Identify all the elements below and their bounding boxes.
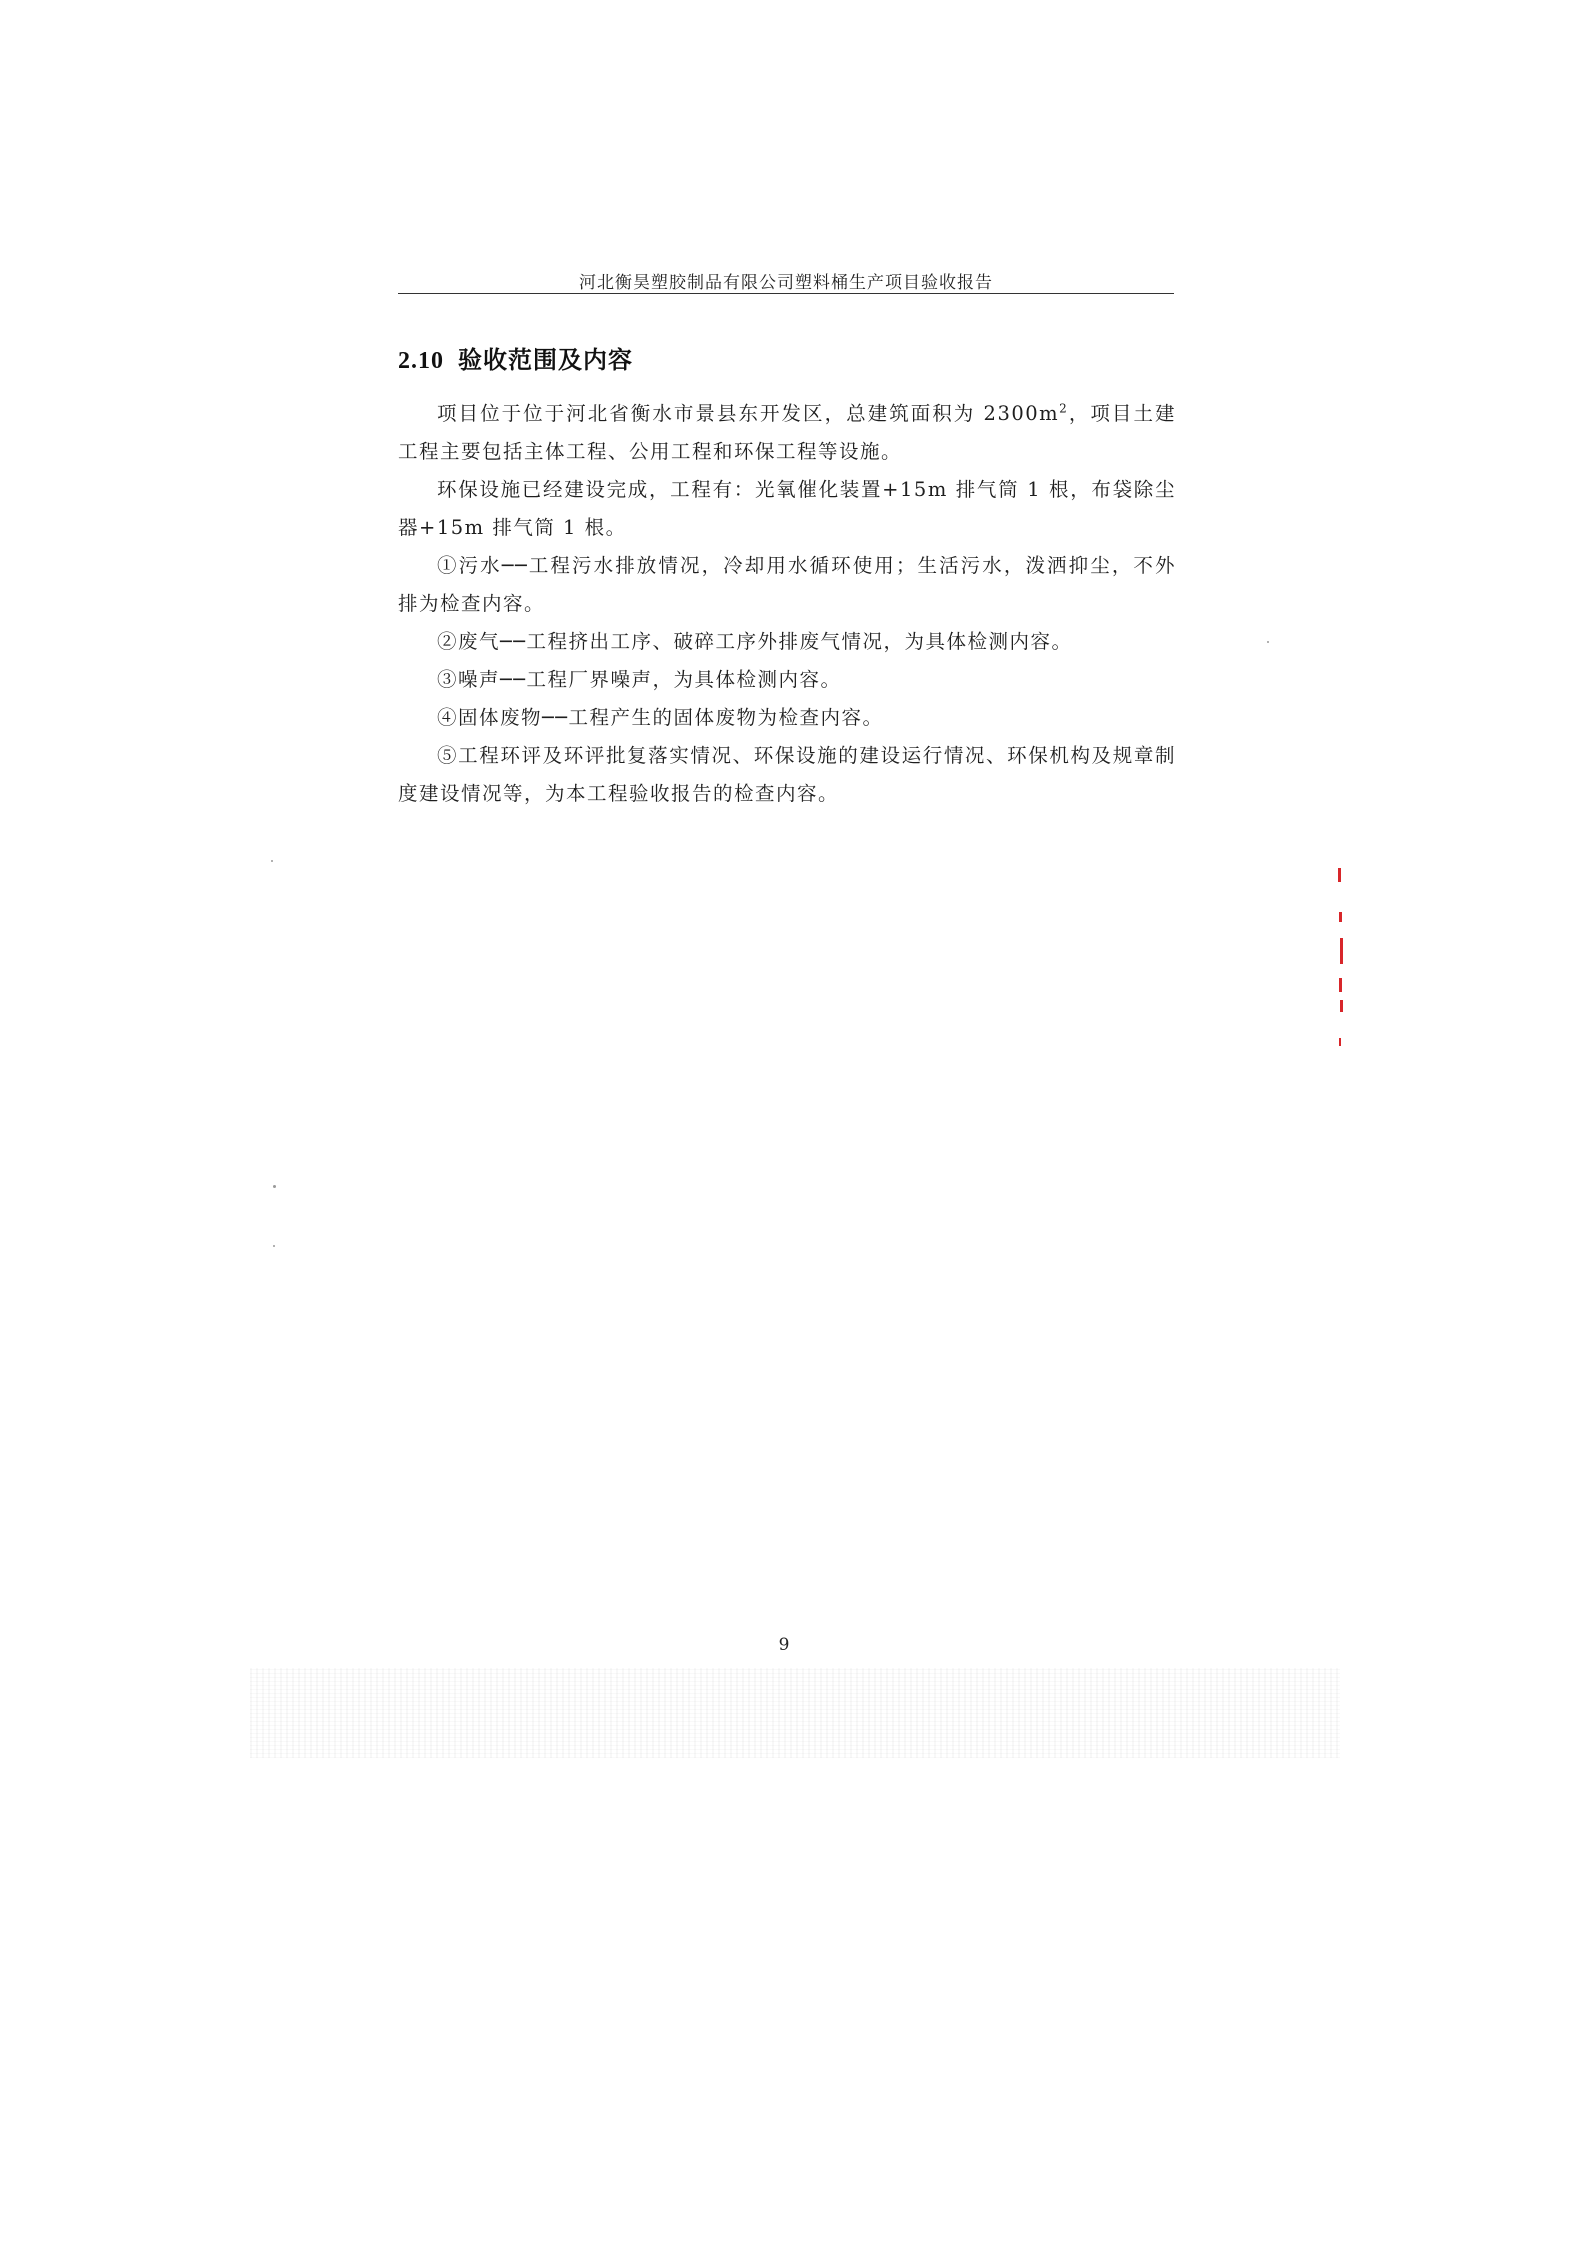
scan-noise-band xyxy=(250,1668,1340,1758)
paragraph-eia-review: ⑤工程环评及环评批复落实情况、环保设施的建设运行情况、环保机构及规章制度建设情况等，为本工程验收报告的检查内容。 xyxy=(398,744,1176,805)
area-unit-superscript: 2 xyxy=(1059,401,1069,416)
stamp-edge-mark xyxy=(1339,978,1342,992)
scan-speck xyxy=(273,1245,275,1247)
stamp-edge-mark xyxy=(1340,1000,1343,1012)
scan-speck xyxy=(273,1185,276,1188)
paragraph-project-location xyxy=(398,395,1176,471)
stamp-edge-mark xyxy=(1340,938,1343,964)
header-rule xyxy=(398,293,1174,294)
paragraph-solid-waste: ④固体废物──工程产生的固体废物为检查内容。 xyxy=(437,706,884,729)
paragraph-wastewater: ①污水──工程污水排放情况，冷却用水循环使用；生活污水，泼洒抑尘，不外排为检查内容。 xyxy=(398,554,1176,615)
running-header: 河北衡昊塑胶制品有限公司塑料桶生产项目验收报告 xyxy=(579,273,993,293)
paragraph-noise: ③噪声──工程厂界噪声，为具体检测内容。 xyxy=(437,668,842,691)
paragraph-env-facilities: 环保设施已经建设完成，工程有：光氧催化装置+15m 排气筒 1 根，布袋除尘器+15m 排气筒 1 根。 xyxy=(398,478,1176,539)
paragraph-text: 项目位于位于河北省衡水市景县东开发区，总建筑面积为 2300m xyxy=(437,402,1060,425)
scan-speck xyxy=(271,860,273,862)
stamp-edge-mark xyxy=(1338,868,1341,882)
page-number: 9 xyxy=(778,1635,790,1655)
scan-speck xyxy=(1267,641,1269,643)
page-content xyxy=(398,328,1176,813)
paragraph-text: ，项目土建工程主要包括主体工程、公用工程和环保工程等设施。 xyxy=(398,402,1176,463)
paragraph-exhaust-gas: ②废气──工程挤出工序、破碎工序外排废气情况，为具体检测内容。 xyxy=(437,630,1073,653)
section-heading xyxy=(398,340,1176,375)
section-title: 验收范围及内容 xyxy=(458,345,633,374)
section-number: 2.10 xyxy=(398,348,444,374)
stamp-edge-mark xyxy=(1339,1038,1341,1046)
stamp-edge-mark xyxy=(1339,912,1342,922)
